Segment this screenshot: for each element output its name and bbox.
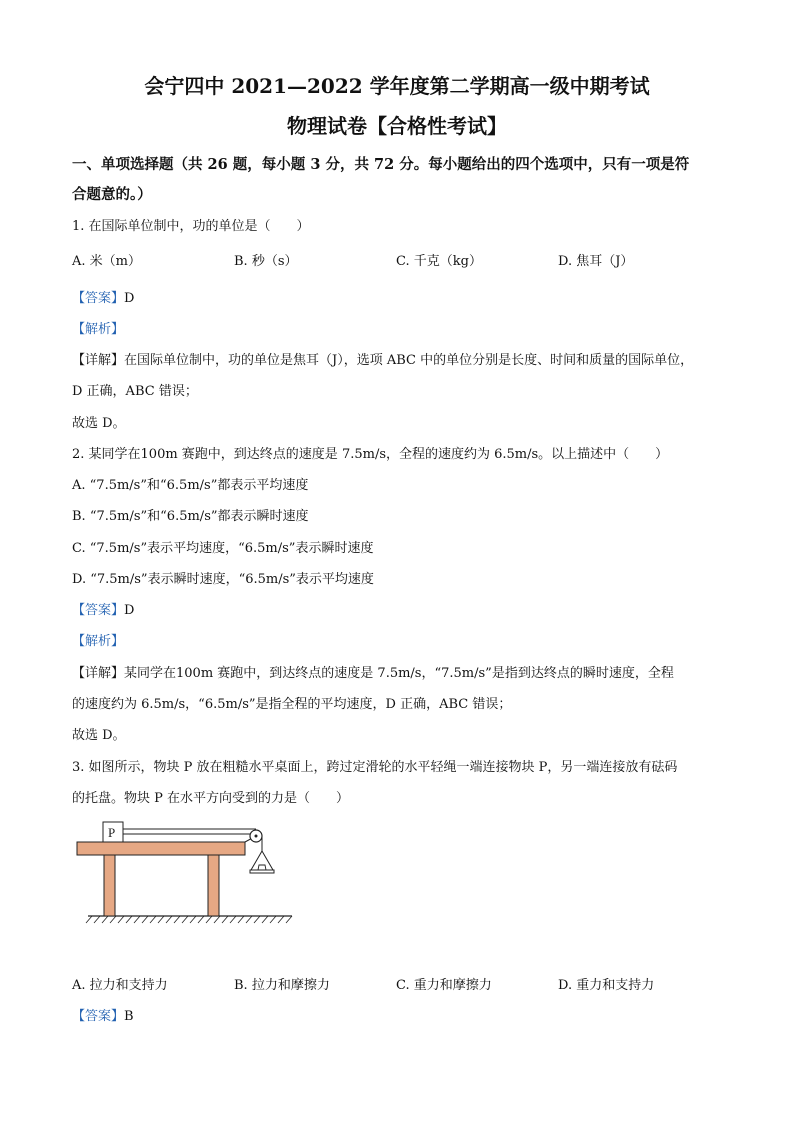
answer-tag: 【答案】: [72, 291, 125, 306]
q2-conclusion: 故选 D。: [72, 728, 126, 743]
q2-detail-line1: [72, 662, 674, 681]
q3-option-b: B. 拉力和摩擦力: [234, 978, 330, 993]
q2-detail-line2: 的速度约为 6.5m/s，“6.5m/s”是指全程的平均速度，D 正确，ABC 错误；: [72, 697, 512, 712]
page-title: 会宁四中 2021—2022 学年度第二学期高一级中期考试: [144, 74, 650, 98]
q1-option-c: C. 千克（kg）: [396, 254, 482, 269]
q3-answer-value: B: [124, 1009, 134, 1024]
q2-option-b: B. “7.5m/s”和“6.5m/s”都表示瞬时速度: [72, 509, 309, 524]
q3-answer: [72, 1005, 134, 1024]
answer-tag: 【答案】: [72, 1009, 125, 1024]
section-heading-line1: 一、单项选择题（共 26 题，每小题 3 分，共 72 分。每小题给出的四个选项中，只有一项是符: [72, 156, 690, 173]
detail-tag: 【详解】: [72, 666, 125, 681]
block-p-label: P: [108, 825, 116, 840]
q1-stem: 1. 在国际单位制中，功的单位是（ ）: [72, 219, 310, 234]
table-leg-right: [208, 855, 219, 916]
q1-detail-text1: 在国际单位制中，功的单位是焦耳（J），选项 ABC 中的单位分别是长度、时间和质量的国际单位，: [124, 353, 694, 368]
ground-hatching: [86, 916, 292, 923]
q1-detail-line1: [72, 349, 693, 368]
q3-stem-line1: 3. 如图所示，物块 P 放在粗糙水平桌面上，跨过定滑轮的水平轻绳一端连接物块 P，另一端连接放有砝码: [72, 760, 678, 775]
page-subtitle: 物理试卷【合格性考试】: [287, 114, 507, 138]
q1-answer-value: D: [124, 291, 135, 306]
detail-tag: 【详解】: [72, 353, 125, 368]
q1-option-d: D. 焦耳（J）: [558, 254, 634, 269]
table-top: [77, 842, 245, 855]
q3-option-a: A. 拉力和支持力: [72, 978, 168, 993]
q3-figure: [70, 815, 300, 930]
q2-option-d: D. “7.5m/s”表示瞬时速度，“6.5m/s”表示平均速度: [72, 572, 374, 587]
q1-option-a: A. 米（m）: [72, 254, 141, 269]
q1-conclusion: 故选 D。: [72, 416, 126, 431]
q2-detail-text1: 某同学在100m 赛跑中，到达终点的速度是 7.5m/s，“7.5m/s”是指到达终点的瞬时速度，全程: [124, 666, 674, 681]
q3-option-c: C. 重力和摩擦力: [396, 978, 492, 993]
table-leg-left: [104, 855, 115, 916]
q3-stem-line2: 的托盘。物块 P 在水平方向受到的力是（ ）: [72, 791, 350, 806]
q2-answer: [72, 599, 134, 618]
q1-answer: [72, 287, 134, 306]
q1-detail-line2: D 正确，ABC 错误；: [72, 384, 198, 399]
q2-answer-value: D: [124, 603, 135, 618]
q1-option-b: B. 秒（s）: [234, 254, 298, 269]
section-heading-line2: 合题意的。）: [72, 186, 152, 203]
answer-tag: 【答案】: [72, 603, 125, 618]
q2-analysis-tag: 【解析】: [72, 634, 125, 649]
q2-option-c: C. “7.5m/s”表示平均速度，“6.5m/s”表示瞬时速度: [72, 541, 374, 556]
tray: [250, 870, 274, 873]
weight: [258, 865, 266, 870]
q3-option-d: D. 重力和支持力: [558, 978, 655, 993]
q1-analysis-tag: 【解析】: [72, 322, 125, 337]
pulley-axle: [255, 835, 258, 838]
q2-option-a: A. “7.5m/s”和“6.5m/s”都表示平均速度: [72, 478, 309, 493]
q2-stem: 2. 某同学在100m 赛跑中，到达终点的速度是 7.5m/s，全程的速度约为 6.5m/s。以上描述中（ ）: [72, 447, 669, 462]
